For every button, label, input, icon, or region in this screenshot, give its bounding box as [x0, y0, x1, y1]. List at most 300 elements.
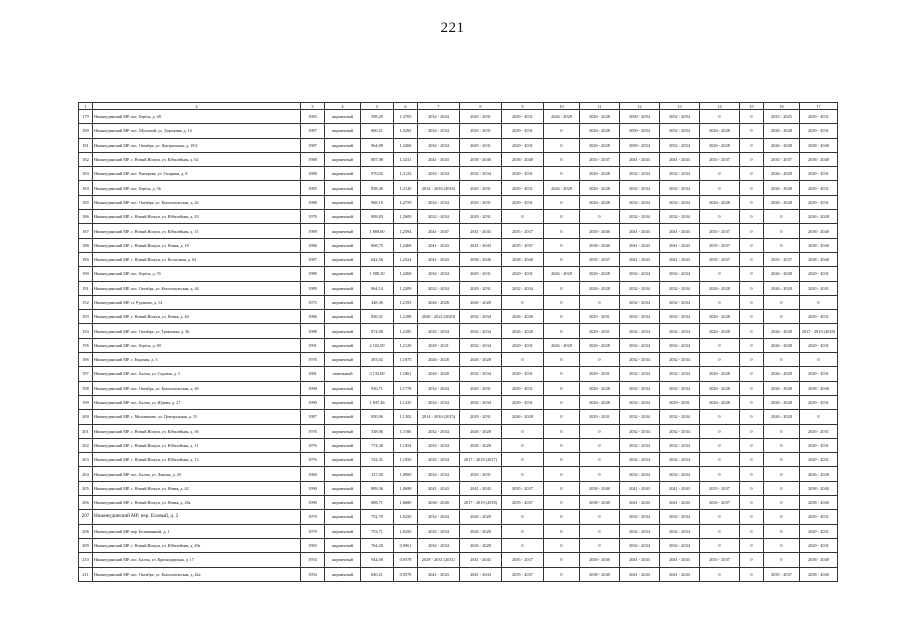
table-cell: 2029 - 2031: [580, 324, 620, 338]
table-row: [79, 210, 838, 224]
table-cell: 2029 - 2031: [800, 438, 838, 452]
table-cell: 2032 - 2034: [418, 538, 460, 552]
table-cell: 2035 - 2037: [502, 496, 544, 510]
table-cell: 2026 - 2028: [580, 124, 620, 138]
table-cell: 1,1054: [394, 438, 418, 452]
table-cell: 0: [502, 438, 544, 452]
table-cell: 0: [700, 410, 740, 424]
table-cell: 1981: [301, 367, 325, 381]
table-cell: 2032 - 2034: [620, 381, 660, 395]
table-cell: 2032 - 2034: [418, 453, 460, 467]
table-cell: 2032 - 2034: [620, 510, 660, 524]
table-cell: 0: [700, 167, 740, 181]
table-cell: 2035 - 2037: [700, 252, 740, 266]
table-cell: 0: [544, 538, 580, 552]
table-cell: 2035 - 2037: [580, 252, 620, 266]
table-cell: 2026 - 2028: [700, 281, 740, 295]
row-number-cell: 198: [79, 381, 93, 395]
table-cell: 0: [544, 481, 580, 495]
table-cell: 860,21: [361, 124, 394, 138]
table-cell: 1 847,26: [361, 395, 394, 409]
column-header: 11: [580, 103, 620, 110]
table-cell: 2029 - 2031: [800, 367, 838, 381]
table-cell: 2041 - 2043: [418, 252, 460, 266]
table-cell: 2032 - 2034: [418, 524, 460, 538]
address-cell: Нижнеудинский МР, с. Новый Ишхун, ул. Юбилейная, д. 29а: [93, 538, 301, 552]
address-cell: Нижнеудинский МР, пос. Октябрь, ул. Комсомольская, д. 42: [93, 195, 301, 209]
table-cell: 1,0250: [394, 510, 418, 524]
table-cell: 2029 - 2031: [418, 338, 460, 352]
table-cell: 2017 - 2019 (2017): [460, 453, 502, 467]
table-cell: 2029 - 2031: [502, 367, 544, 381]
table-cell: 0: [544, 124, 580, 138]
table-cell: 2029 - 2031 (2031): [418, 553, 460, 567]
table-cell: 2032 - 2034: [660, 353, 700, 367]
table-cell: 1,2129: [394, 338, 418, 352]
table-cell: 0: [700, 510, 740, 524]
address-cell: Нижнеудинский МР, пос. Октябрь, ул. Комсомольская, д. 42а: [93, 567, 301, 581]
table-cell: 2029 - 2031: [800, 281, 838, 295]
address-cell: Нижнеудинский МР, пос. Октябрь, ул. Центральная, д. 19/2: [93, 138, 301, 152]
table-cell: 2026 - 2028: [580, 195, 620, 209]
table-cell: 1991: [301, 338, 325, 352]
table-row: [79, 167, 838, 181]
table-cell: 0: [764, 496, 800, 510]
table-cell: 2029 - 2031: [580, 310, 620, 324]
table-cell: 1,3120: [394, 181, 418, 195]
table-cell: 0: [544, 281, 580, 295]
table-row: [79, 138, 838, 152]
table-cell: 1954: [301, 567, 325, 581]
table-cell: 2029 - 2031: [502, 181, 544, 195]
table-cell: 2041 - 2043: [460, 224, 502, 238]
table-row: [79, 295, 838, 309]
table-cell: 2026 - 2028: [700, 195, 740, 209]
table-cell: 2029 - 2031: [460, 195, 502, 209]
table-cell: 2032 - 2034: [660, 181, 700, 195]
address-cell: Нижнеудинский МР, пос. Балзы, ул. Юдина, д. 27: [93, 395, 301, 409]
table-cell: 2032 - 2034: [660, 195, 700, 209]
row-number-cell: 196: [79, 353, 93, 367]
row-number-cell: 186: [79, 210, 93, 224]
column-header: 2: [93, 103, 301, 110]
table-cell: 2032 - 2034: [460, 395, 502, 409]
table-cell: 1,1861: [394, 367, 418, 381]
table-cell: 2035 - 2037: [700, 553, 740, 567]
table-cell: 2041 - 2043: [418, 481, 460, 495]
table-cell: 0: [544, 553, 580, 567]
table-cell: 2035 - 2037: [580, 152, 620, 166]
table-cell: 2029 - 2031: [580, 410, 620, 424]
table-cell: 2017 - 2019 (2018): [460, 496, 502, 510]
table-cell: 0: [700, 110, 740, 124]
table-cell: 0: [740, 481, 764, 495]
table-cell: 1979: [301, 210, 325, 224]
table-cell: 1954: [301, 553, 325, 567]
table-cell: 2 102,90: [361, 338, 394, 352]
table-cell: 1,2269: [394, 267, 418, 281]
table-cell: 0: [740, 110, 764, 124]
table-row: [79, 181, 838, 195]
table-cell: 2038 - 2040: [800, 381, 838, 395]
table-cell: 0: [740, 381, 764, 395]
table-cell: 0: [740, 367, 764, 381]
table-cell: 2029 - 2031: [800, 167, 838, 181]
table-cell: 2041 - 2043: [620, 553, 660, 567]
table-cell: 0: [764, 510, 800, 524]
table-cell: 1989: [301, 224, 325, 238]
table-cell: 964,09: [361, 138, 394, 152]
table-cell: 0: [502, 524, 544, 538]
table-cell: 2041 - 2043: [660, 224, 700, 238]
address-cell: Нижнеудинский МР, пос. Октябрь, ул. Комсомольская, д. 44: [93, 281, 301, 295]
table-cell: кирпичный: [325, 124, 361, 138]
table-cell: 2038 - 2040: [580, 567, 620, 581]
table-cell: 2026 - 2028: [460, 438, 502, 452]
table-cell: 0: [740, 267, 764, 281]
table-cell: 2052 - 2054: [660, 138, 700, 152]
table-cell: 1990: [301, 481, 325, 495]
table-cell: 2032 - 2034: [660, 438, 700, 452]
table-cell: 2032 - 2034: [620, 453, 660, 467]
table-cell: 0,9961: [394, 538, 418, 552]
table-cell: 0: [740, 224, 764, 238]
table-row: [79, 395, 838, 409]
table-cell: 2026 - 2028: [764, 267, 800, 281]
table-cell: 2026 - 2028: [460, 510, 502, 524]
table-cell: 2029 - 2031: [800, 524, 838, 538]
table-cell: 2035 - 2037: [502, 224, 544, 238]
table-cell: 1984: [301, 467, 325, 481]
row-number-cell: 191: [79, 281, 93, 295]
table-cell: 1,1875: [394, 353, 418, 367]
table-cell: 2038 - 2040: [800, 553, 838, 567]
table-cell: 0: [740, 353, 764, 367]
table-cell: 2041 - 2043: [660, 496, 700, 510]
table-cell: 0: [764, 438, 800, 452]
table-cell: 1986: [301, 310, 325, 324]
table-cell: 2032 - 2034: [418, 138, 460, 152]
row-number-cell: 203: [79, 453, 93, 467]
table-cell: 1 588,30: [361, 267, 394, 281]
table-cell: 2038 - 2040: [800, 252, 838, 266]
table-row: [79, 281, 838, 295]
table-cell: 2041 - 2043: [418, 567, 460, 581]
table-cell: 2032 - 2034: [460, 310, 502, 324]
table-cell: 2038 - 2040: [800, 481, 838, 495]
table-cell: 2032 - 2034: [460, 338, 502, 352]
table-cell: 0: [544, 395, 580, 409]
table-cell: 0: [502, 353, 544, 367]
row-number-cell: 194: [79, 324, 93, 338]
table-cell: 1990: [301, 496, 325, 510]
table-cell: 887,08: [361, 152, 394, 166]
table-cell: 1,3260: [394, 138, 418, 152]
table-cell: 2026 - 2028: [764, 338, 800, 352]
table-cell: 2035 - 2037: [700, 152, 740, 166]
row-number-cell: 189: [79, 252, 93, 266]
table-row: [79, 538, 838, 552]
table-cell: 2026 - 2028: [764, 281, 800, 295]
table-cell: 2038 - 2040: [460, 252, 502, 266]
table-cell: кирпичный: [325, 110, 361, 124]
table-cell: 0: [700, 353, 740, 367]
table-cell: 2041 - 2043: [418, 238, 460, 252]
table-cell: 0: [544, 295, 580, 309]
table-cell: 0: [764, 467, 800, 481]
table-cell: 2026 - 2028: [764, 195, 800, 209]
address-cell: Нижнеудинский МР, с. Новый Ишхун, ул. Юбилейная, д. 36: [93, 424, 301, 438]
header-row: [79, 103, 838, 110]
table-cell: 0: [764, 295, 800, 309]
table-cell: 0: [740, 567, 764, 581]
table-row: [79, 238, 838, 252]
table-row: [79, 567, 838, 581]
row-number-cell: 192: [79, 295, 93, 309]
table-cell: 2032 - 2034: [620, 267, 660, 281]
table-cell: 3 133,00: [361, 367, 394, 381]
table-cell: 2032 - 2034: [620, 395, 660, 409]
page-number: 221: [440, 20, 465, 36]
table-cell: кирпичный: [325, 295, 361, 309]
table-cell: 2029 - 2031: [800, 310, 838, 324]
table-cell: 1990: [301, 395, 325, 409]
table-cell: 0: [700, 567, 740, 581]
table-cell: 2029 - 2031: [460, 138, 502, 152]
table-row: [79, 195, 838, 209]
table-cell: 0: [502, 295, 544, 309]
table-cell: 752,70: [361, 510, 394, 524]
address-cell: Нижнеудинский МР, с. Новый Ишхун, ул. Новая, д. 18: [93, 238, 301, 252]
table-cell: 2029 - 2031: [800, 195, 838, 209]
table-cell: кирпичный: [325, 353, 361, 367]
table-cell: 2029 - 2031: [800, 181, 838, 195]
table-cell: 2041 - 2043: [660, 238, 700, 252]
table-cell: 2026 - 2028: [700, 324, 740, 338]
table-cell: 2032 - 2034: [620, 167, 660, 181]
row-number-cell: 188: [79, 238, 93, 252]
table-cell: 2032 - 2034: [418, 510, 460, 524]
table-cell: 2026 - 2028: [580, 281, 620, 295]
table-cell: 2032 - 2034: [418, 381, 460, 395]
table-cell: 2029 - 2031: [460, 467, 502, 481]
table-cell: 2026 - 2028: [764, 181, 800, 195]
table-row: [79, 338, 838, 352]
table-cell: 0: [700, 210, 740, 224]
table-cell: кирпичный: [325, 195, 361, 209]
table-cell: 2032 - 2034: [620, 467, 660, 481]
table-cell: 0: [740, 410, 764, 424]
table-cell: 2026 - 2028: [502, 324, 544, 338]
table-cell: 1976: [301, 353, 325, 367]
table-row: [79, 453, 838, 467]
table-cell: 1,2185: [394, 324, 418, 338]
table-cell: 2020 - 2022 (2020): [418, 310, 460, 324]
address-cell: Нижнеудинский МР, пос. Балзы, ул. Садовая, д. 5: [93, 367, 301, 381]
table-cell: 2029 - 2031: [460, 410, 502, 424]
table-cell: 0: [544, 381, 580, 395]
column-header: 13: [660, 103, 700, 110]
table-cell: кирпичный: [325, 467, 361, 481]
table-cell: 2029 - 2031: [800, 267, 838, 281]
table-cell: 2041 - 2043: [620, 481, 660, 495]
table-cell: 2029 - 2031: [800, 124, 838, 138]
table-cell: 2029 - 2031: [800, 395, 838, 409]
table-cell: 348,30: [361, 295, 394, 309]
table-cell: кирпичный: [325, 324, 361, 338]
table-body: [79, 110, 838, 582]
table-cell: 2026 - 2028: [502, 410, 544, 424]
table-cell: 2041 - 2043: [660, 252, 700, 266]
address-cell: Нижнеудинский МР, с. Новый Ишхун, ул. Колхозная, д. 63: [93, 252, 301, 266]
row-number-cell: 193: [79, 310, 93, 324]
table-cell: 0: [740, 496, 764, 510]
table-cell: 1990: [301, 381, 325, 395]
table-cell: 0: [544, 524, 580, 538]
table-cell: 2032 - 2034: [418, 324, 460, 338]
address-cell: Нижнеудинский МР, пер. Еловый, д. 2: [93, 510, 301, 524]
table-cell: 2041 - 2043: [660, 567, 700, 581]
table-cell: 753,71: [361, 524, 394, 538]
table-cell: 2041 - 2043: [620, 152, 660, 166]
table-cell: 0: [764, 310, 800, 324]
table-cell: 0: [740, 467, 764, 481]
table-cell: 2032 - 2034: [418, 210, 460, 224]
row-number-cell: 206: [79, 496, 93, 510]
table-cell: 2032 - 2034: [418, 395, 460, 409]
table-cell: 0: [544, 567, 580, 581]
table-cell: 2029 - 2031: [460, 181, 502, 195]
table-cell: 1,0680: [394, 496, 418, 510]
table-cell: 2032 - 2034: [620, 281, 660, 295]
table-cell: 2032 - 2034: [620, 195, 660, 209]
row-number-cell: 182: [79, 152, 93, 166]
table-cell: 2026 - 2028: [764, 124, 800, 138]
table-cell: 2029 - 2031: [800, 510, 838, 524]
table-cell: 2032 - 2034: [418, 281, 460, 295]
table-cell: 2038 - 2040: [460, 152, 502, 166]
table-cell: 0: [700, 467, 740, 481]
table-cell: 0: [800, 295, 838, 309]
table-cell: 0: [740, 181, 764, 195]
table-cell: 0: [544, 410, 580, 424]
table-cell: 2035 - 2037: [764, 567, 800, 581]
table-cell: 0: [740, 538, 764, 552]
table-cell: 2029 - 2031: [460, 210, 502, 224]
table-row: [79, 324, 838, 338]
table-cell: 0: [700, 295, 740, 309]
table-cell: 2029 - 2031: [502, 124, 544, 138]
table-cell: 2035 - 2037: [502, 567, 544, 581]
table-cell: 2032 - 2034: [660, 295, 700, 309]
table-cell: 2032 - 2034: [660, 310, 700, 324]
table-row: [79, 310, 838, 324]
table-cell: 2038 - 2040: [800, 152, 838, 166]
table-cell: кирпичный: [325, 510, 361, 524]
table-cell: 0: [740, 310, 764, 324]
table-cell: 1988: [301, 152, 325, 166]
column-header: 15: [740, 103, 764, 110]
table-cell: 1,3122: [394, 167, 418, 181]
table-cell: 2026 - 2028: [580, 167, 620, 181]
table-cell: 2032 - 2034: [660, 267, 700, 281]
table-cell: кирпичный: [325, 224, 361, 238]
table-cell: 0: [502, 210, 544, 224]
table-cell: 2032 - 2034: [620, 424, 660, 438]
table-cell: 0: [764, 553, 800, 567]
table-cell: 1986: [301, 238, 325, 252]
row-number-cell: 181: [79, 138, 93, 152]
address-cell: Нижнеудинский МР, пос. Берёза, д. 56: [93, 181, 301, 195]
address-cell: Нижнеудинский МР, с. Новый Ишхун, ул. Юбилейная, д. 62: [93, 152, 301, 166]
column-header: 3: [301, 103, 325, 110]
table-cell: 2041 - 2043: [660, 553, 700, 567]
table-cell: 2038 - 2040: [580, 224, 620, 238]
table-cell: 1983: [301, 110, 325, 124]
table-cell: кирпичный: [325, 310, 361, 324]
table-cell: 0: [800, 353, 838, 367]
table-cell: 1,2188: [394, 310, 418, 324]
table-cell: 0: [580, 353, 620, 367]
table-row: [79, 252, 838, 266]
table-cell: 2026 - 2028: [700, 395, 740, 409]
table-cell: 2032 - 2034: [620, 524, 660, 538]
table-cell: 1989: [301, 281, 325, 295]
table-cell: 0: [544, 195, 580, 209]
table-cell: кирпичный: [325, 395, 361, 409]
table-cell: 1975: [301, 295, 325, 309]
table-cell: 2014 - 2016 (2015): [418, 410, 460, 424]
table-cell: 774,38: [361, 438, 394, 452]
address-cell: Нижнеудинский МР, пос. Октябрь, ул. Трактовая, д. 36: [93, 324, 301, 338]
table-cell: 2032 - 2034: [660, 338, 700, 352]
table-cell: 1,2324: [394, 252, 418, 266]
table-cell: 2026 - 2028: [764, 138, 800, 152]
table-cell: 0: [740, 195, 764, 209]
table-cell: 2032 - 2034: [460, 324, 502, 338]
table-cell: кирпичный: [325, 338, 361, 352]
table-cell: 2026 - 2028: [580, 110, 620, 124]
table-cell: 2041 - 2043: [460, 553, 502, 567]
address-cell: Нижнеудинский МР, с. Новый Ишхун, ул. Новая, д. 40: [93, 310, 301, 324]
address-cell: Нижнеудинский МР, пос. Балзы, ул. Краснодарская, д. 17: [93, 553, 301, 567]
table-cell: 2035 - 2037: [700, 496, 740, 510]
column-header: 17: [800, 103, 838, 110]
table-cell: 1,1202: [394, 410, 418, 424]
table-row: [79, 481, 838, 495]
address-cell: Нижнеудинский МР, с. Новый Ишхун, ул. Новая, д. 28а: [93, 496, 301, 510]
table-cell: 2035 - 2037: [700, 481, 740, 495]
table-cell: 1,3231: [394, 152, 418, 166]
table-cell: 936,71: [361, 381, 394, 395]
row-number-cell: 204: [79, 467, 93, 481]
table-cell: 964,14: [361, 281, 394, 295]
table-cell: 2029 - 2031: [800, 453, 838, 467]
table-cell: 2029 - 2031: [502, 338, 544, 352]
table-cell: 0: [740, 252, 764, 266]
table-cell: 0: [502, 467, 544, 481]
table-cell: 2026 - 2028: [502, 310, 544, 324]
table-cell: 2052 - 2054: [660, 124, 700, 138]
table-cell: 2026 - 2028: [764, 381, 800, 395]
table-cell: 0: [502, 510, 544, 524]
table-cell: 0: [740, 438, 764, 452]
table-cell: 2026 - 2028: [764, 167, 800, 181]
table-cell: 2038 - 2040: [800, 238, 838, 252]
table-cell: 2029 - 2031: [502, 195, 544, 209]
table-cell: 2035 - 2037: [502, 238, 544, 252]
row-number-cell: 202: [79, 438, 93, 452]
